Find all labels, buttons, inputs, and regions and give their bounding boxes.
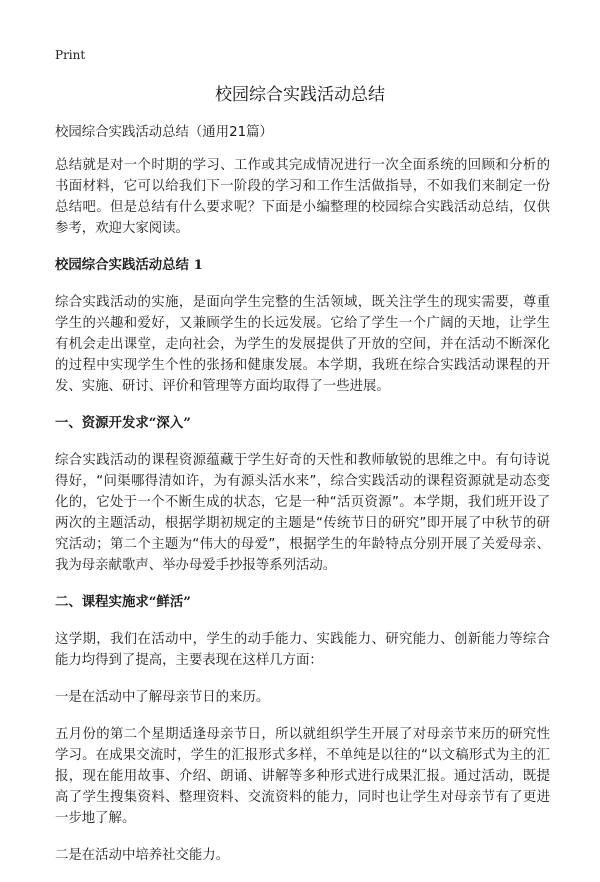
subheading-course-implementation: 二、课程实施求“鲜活” <box>55 594 191 610</box>
point-1: 一是在活动中了解母亲节日的来历。 <box>55 690 270 705</box>
intro-paragraph: 总结就是对一个时期的学习、工作或其完成情况进行一次全面系统的回顾和分析的书面材料，它可以给我们下一阶段的学习和工作生活做指导，不如我们来制定一份总结吧。但是总结有什么要求呢？下面是小编整理的校园综合实践活动总结，仅供参考，欢迎大家阅读。 <box>55 158 550 236</box>
section-heading-1: 校园综合实践活动总结 1 <box>55 257 203 273</box>
course-implementation-paragraph: 这学期，我们在活动中，学生的动手能力、实践能力、研究能力、创新能力等综合能力均得到了提高，主要表现在这样几方面： <box>55 632 550 668</box>
subheading-resource-development: 一、资源开发求“深入” <box>55 415 191 431</box>
print-link[interactable]: Print <box>55 48 86 62</box>
resource-development-paragraph: 综合实践活动的课程资源蕴藏于学生好奇的天性和教师敏锐的思维之中。有句诗说得好，“问渠哪得清如许，为有源头活水来”，综合实践活动的课程资源就是动态变化的，它处于一个不断生成的状态，它是一种“活页资源”。本学期，我们班开设了两次的主题活动，根据学期初规定的主题是“传统节日的研究”即开展了中秋节的研究活动；第二个主题为“伟大的母爱”，根据学生的年龄特点分别开展了关爱母亲、我为母亲献歌声、举办母爱手抄报等系列活动。 <box>55 453 550 573</box>
page-title: 校园综合实践活动总结 <box>215 85 385 105</box>
document-body <box>55 122 550 882</box>
section-1-paragraph: 综合实践活动的实施，是面向学生完整的生活领域，既关注学生的现实需要，尊重学生的兴趣和爱好，又兼顾学生的长远发展。它给了学生一个广阔的天地，让学生有机会走出课堂，走向社会，为学生的发展提供了开放的空间，并在活动不断深化的过程中实现学生个性的张扬和健康发展。本学期，我班在综合实践活动课程的开发、实施、研讨、评价和管理等方面均取得了一些进展。 <box>55 295 550 394</box>
point-1-paragraph: 五月份的第二个星期适逢母亲节日，所以就组织学生开展了对母亲节来历的研究性学习。在成果交流时，学生的汇报形式多样，不单纯是以往的“以文稿形式为主的汇报，现在能用故事、介绍、朗诵、讲解等多种形式进行成果汇报。通过活动，既提高了学生搜集资料、整理资料、交流资料的能力，同时也让学生对母亲节有了更进一步地了解。 <box>55 727 550 826</box>
point-2: 二是在活动中培养社交能力。 <box>55 848 230 863</box>
document-subtitle: 校园综合实践活动总结（通用21篇） <box>55 125 273 140</box>
